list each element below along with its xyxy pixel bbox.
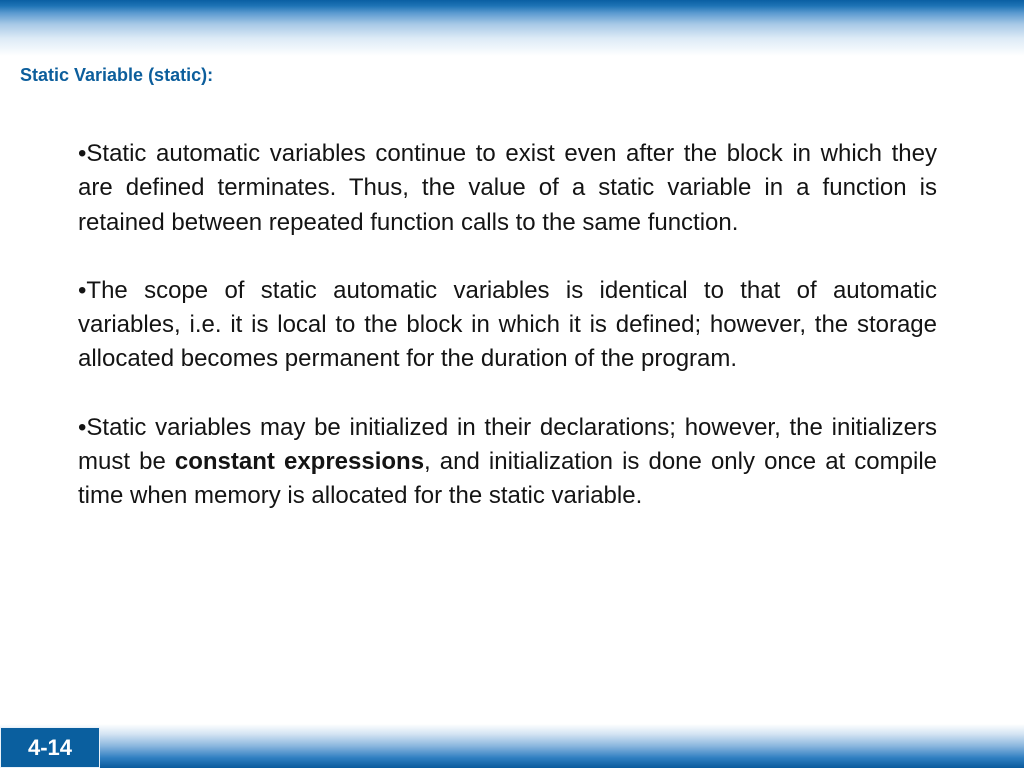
slide-body — [78, 137, 937, 548]
bullet-3-text-start: •Static variables may be initialized in their declarations; however, the initializers must be — [78, 413, 937, 476]
bullet-3-text-end: , and initialization is done only once at compile time when memory is allocated for the static variable. — [78, 448, 937, 510]
bullet-1: •Static automatic variables continue to exist even after the block in which they are defined terminates. Thus, the value of a static variable in a function is retained between repeated function calls to the same function. — [78, 140, 937, 236]
page-number-box — [0, 727, 100, 768]
bullet-3-emphasis: constant expressions — [174, 448, 425, 476]
footer-band — [0, 724, 1024, 768]
bullet-2: •The scope of static automatic variables is identical to that of automatic variables, i.e. it is local to the block in which it is defined; however, the storage allocated becomes permanent for the duration of the program. — [78, 276, 937, 373]
slide-title: Static Variable (static): — [20, 65, 214, 85]
header-band — [0, 0, 1024, 58]
page-number: 4-14 — [27, 734, 73, 760]
bullet-3 — [78, 411, 937, 514]
